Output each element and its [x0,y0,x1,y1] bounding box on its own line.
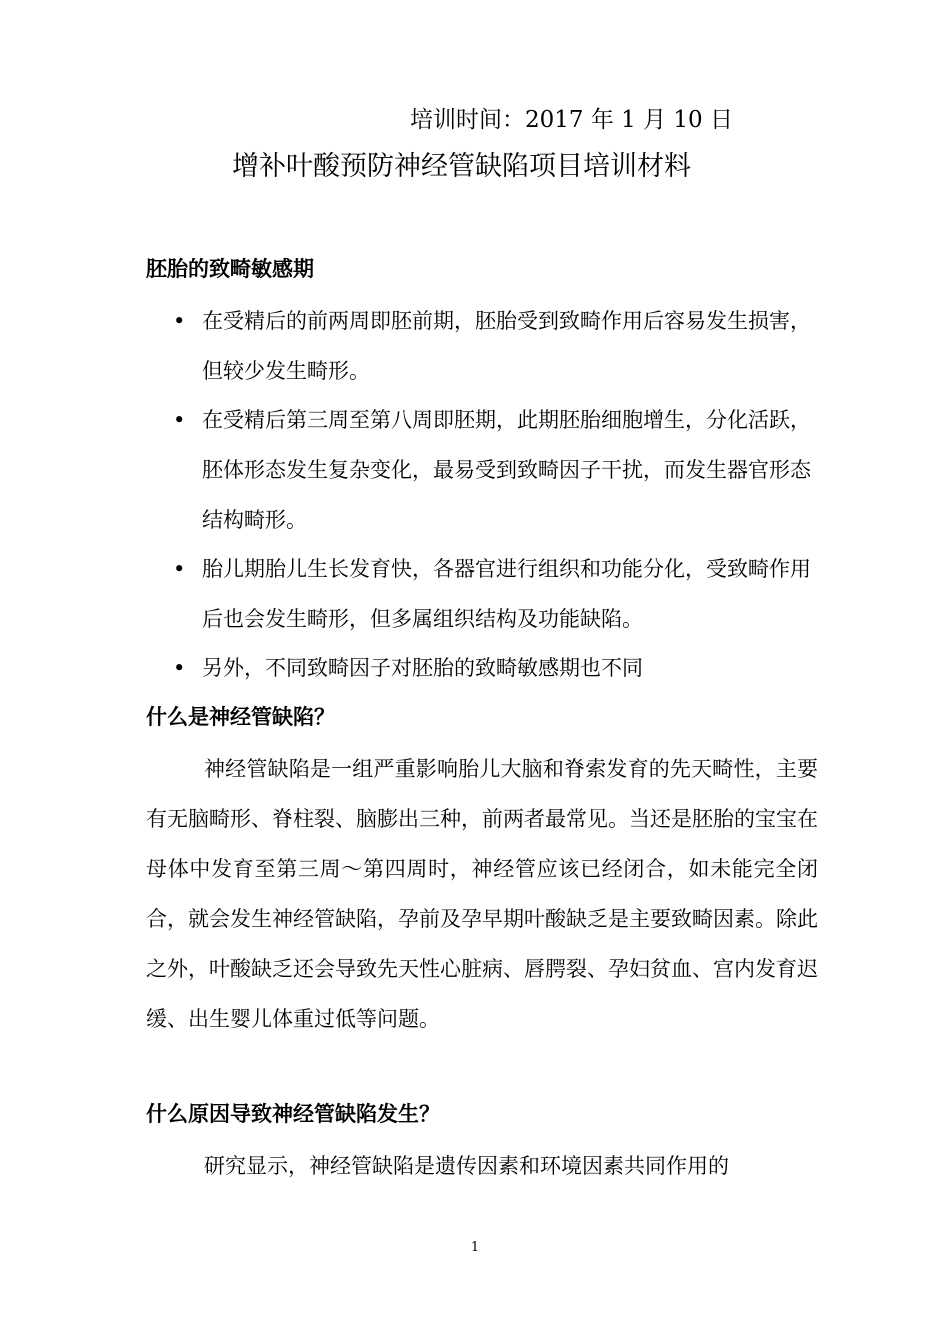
paragraph-ntd-definition: 神经管缺陷是一组严重影响胎儿大脑和脊索发育的先天畸性，主要有无脑畸形、脊柱裂、脑膨出三种，前两者最常见。当还是胚胎的宝宝在母体中发育至第三周～第四周时，神经管应该已经闭合，如未能完全闭合，就会发生神经管缺陷，孕前及孕早期叶酸缺乏是主要致畸因素。除此之外，叶酸缺乏还会导致先天性心脏病、唇腭裂、孕妇贫血、宫内发育迟缓、出生婴儿体重过低等问题。 [146,757,818,1031]
list-item: 胎儿期胎儿生长发育快，各器官进行组织和功能分化，受致畸作用后也会发生畸形，但多属组织结构及功能缺陷。 [202,557,811,631]
training-date: 培训时间：2017 年 1 月 10 日 [410,107,733,133]
section-heading-sensitive-period: 胚胎的致畸敏感期 [146,257,314,281]
bullet-icon: • [173,408,186,432]
page-number: 1 [470,1240,480,1255]
paragraph-causes: 研究显示，神经管缺陷是遗传因素和环境因素共同作用的 [204,1154,729,1178]
list-item: 在受精后的前两周即胚前期，胚胎受到致畸作用后容易发生损害，但较少发生畸形。 [202,309,811,383]
list-item: 另外，不同致畸因子对胚胎的致畸敏感期也不同 [202,656,643,680]
bullet-icon: • [173,309,186,333]
section-heading-what-is-ntd: 什么是神经管缺陷？ [146,705,335,729]
document-title: 增补叶酸预防神经管缺陷项目培训材料 [232,151,691,182]
bullet-icon: • [173,557,186,581]
bullet-icon: • [173,656,186,680]
section-heading-causes: 什么原因导致神经管缺陷发生？ [146,1102,440,1126]
list-item: 在受精后第三周至第八周即胚期，此期胚胎细胞增生，分化活跃，胚体形态发生复杂变化，最易受到致畸因子干扰，而发生器官形态结构畸形。 [202,408,811,532]
